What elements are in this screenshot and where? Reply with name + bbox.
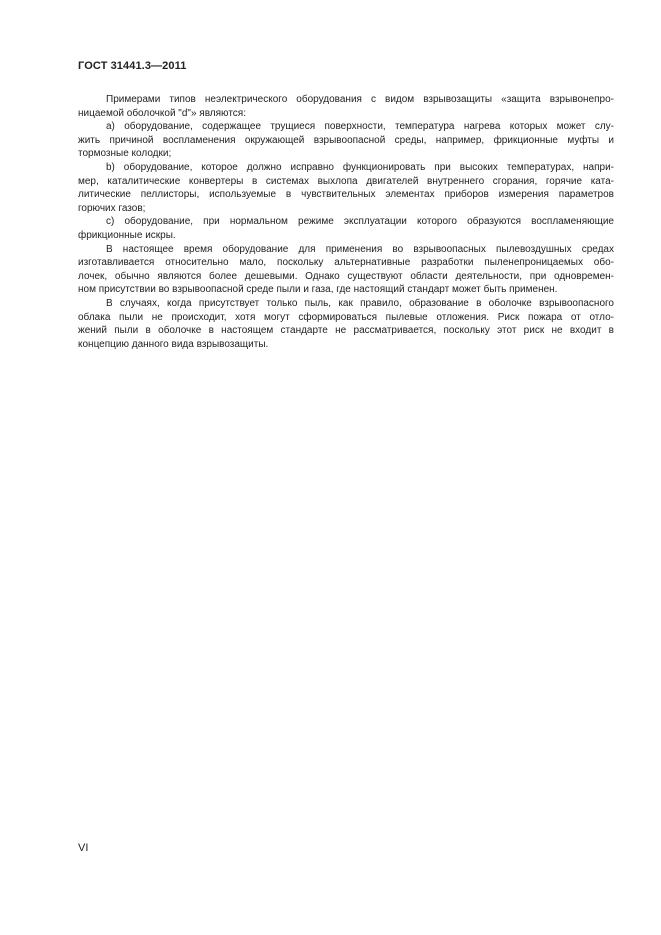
page-number: VI (78, 842, 89, 854)
text-line: фрикционные искры. (78, 229, 176, 241)
paragraph-intro (78, 93, 614, 120)
text-line: ницаемой оболочкой "d"» являются: (78, 107, 246, 119)
text-line: литические пеллисторы, используемые в чувствительных элементах приборов измерения параметров (78, 189, 614, 201)
text-line: тормозные колодки; (78, 148, 172, 160)
paragraph-current-state (78, 243, 614, 297)
text-line: ном присутствии во взрывоопасной среде пыли и газа, где настоящий стандарт может быть применен. (78, 284, 558, 296)
text-line: жить причиной воспламенения окружающей взрывоопасной среды, например, фрикционные муфты и (78, 134, 614, 146)
text-line: жений пыли в оболочке в настоящем стандарте не рассматривается, поскольку этот риск не входит в (78, 325, 614, 337)
text-line: c) оборудование, при нормальном режиме эксплуатации которого образуются воспламеняющие (106, 216, 614, 228)
text-line: концепцию данного вида взрывозащиты. (78, 338, 269, 350)
text-line: В случаях, когда присутствует только пыль, как правило, образование в оболочке взрывоопасного (106, 297, 614, 309)
paragraph-item-a (78, 120, 614, 161)
paragraph-item-c (78, 215, 614, 242)
text-line: a) оборудование, содержащее трущиеся поверхности, температура нагрева которых может слу- (106, 121, 614, 133)
paragraph-item-b (78, 161, 614, 215)
text-line: b) оборудование, которое должно исправно функционировать при высоких температурах, напри- (106, 161, 614, 173)
text-line: лочек, обычно являются более дешевыми. Однако существуют области деятельности, при одновремен- (78, 270, 614, 282)
text-line: облака пыли не происходит, хотя могут сформироваться пылевые отложения. Риск пожара от отло- (78, 311, 614, 323)
body-text (78, 93, 614, 351)
text-line: В настоящее время оборудование для применения во взрывоопасных пылевоздушных средах (106, 243, 614, 255)
text-line: Примерами типов неэлектрического оборудования с видом взрывозащиты «защита взрывонепро- (106, 94, 614, 105)
text-line: мер, каталитические конвертеры в системах выхлопа двигателей внутреннего сгорания, горячие ката- (78, 175, 614, 187)
paragraph-dust-only (78, 297, 614, 351)
standard-designation: ГОСТ 31441.3—2011 (78, 60, 187, 72)
text-line: горючих газов; (78, 202, 146, 214)
text-line: изготавливается относительно мало, поскольку альтернативные разработки пыленепроницаемых обо- (78, 257, 614, 269)
